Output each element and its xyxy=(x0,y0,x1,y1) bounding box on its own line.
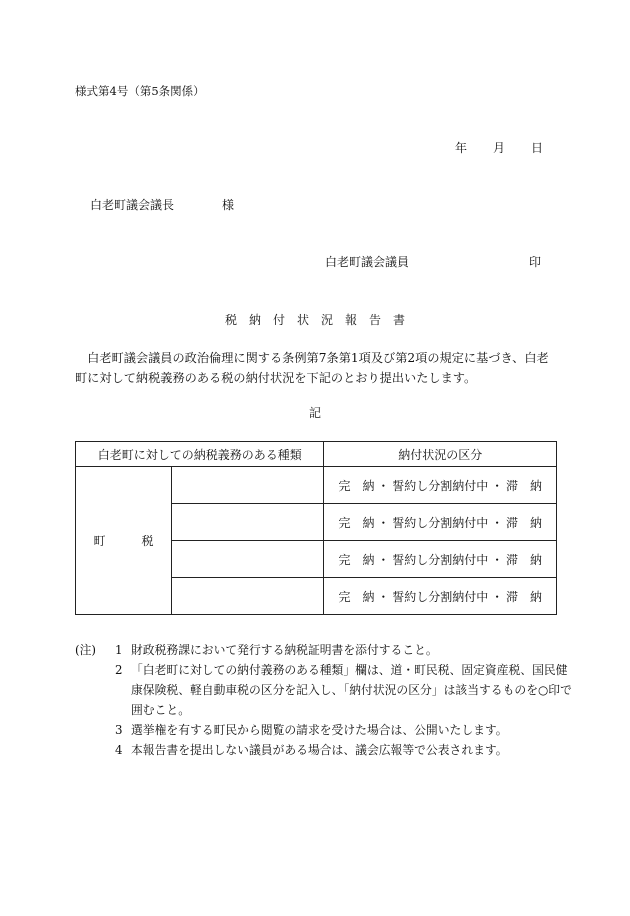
addressee-name: 白老町議会議長 xyxy=(90,198,175,212)
addressee-honorific: 様 xyxy=(222,198,235,212)
date-line xyxy=(455,142,543,154)
sender xyxy=(325,256,541,268)
date-month: 月 xyxy=(493,141,506,155)
status-delinquent: 滞 納 xyxy=(505,589,542,604)
date-year: 年 xyxy=(455,141,468,155)
status-paid: 完 納 xyxy=(338,552,375,567)
addressee xyxy=(90,199,234,211)
body-text: 白老町議会議員の政治倫理に関する条例第7条第1項及び第2項の規定に基づき、白老町に対して納税義務のある税の納付状況を下記のとおり提出いたします。 xyxy=(75,351,549,385)
status-cell xyxy=(324,504,557,541)
note-text: 財政税務課において発行する納税証明書を添付すること。 xyxy=(131,643,438,657)
note-text: 本報告書を提出しない議員がある場合は、議会広報等で公表されます。 xyxy=(131,743,508,757)
status-delinquent: 滞 納 xyxy=(505,515,542,530)
status-separator: ・ xyxy=(491,552,504,567)
form-number-label: 様式第4号（第5条関係） xyxy=(75,84,205,98)
sender-title: 白老町議会議員 xyxy=(325,255,410,269)
tax-type-input-cell[interactable] xyxy=(172,541,324,578)
document-title: 税 納 付 状 況 報 告 書 xyxy=(224,313,405,327)
status-paid: 完 納 xyxy=(338,589,375,604)
note-item xyxy=(75,740,575,760)
sender-seal: 印 xyxy=(529,255,542,269)
note-number: 3 xyxy=(115,723,123,737)
note-item xyxy=(75,660,575,720)
status-installment: 誓約し分割納付中 xyxy=(392,515,489,530)
tax-status-table xyxy=(75,441,557,615)
table-header-row xyxy=(76,442,557,467)
status-cell xyxy=(324,467,557,504)
table-row xyxy=(76,467,557,504)
status-separator: ・ xyxy=(491,515,504,530)
note-item xyxy=(75,720,575,740)
status-separator: ・ xyxy=(491,589,504,604)
status-separator: ・ xyxy=(377,478,390,493)
date-day: 日 xyxy=(531,141,544,155)
status-paid: 完 納 xyxy=(338,478,375,493)
category-cell: 町 税 xyxy=(76,467,172,615)
status-delinquent: 滞 納 xyxy=(505,552,542,567)
note-number: 2 xyxy=(115,663,123,677)
status-cell xyxy=(324,541,557,578)
note-text: 選挙権を有する町民から閲覧の請求を受けた場合は、公開いたします。 xyxy=(131,723,508,737)
tax-type-input-cell[interactable] xyxy=(172,467,324,504)
status-separator: ・ xyxy=(491,478,504,493)
ki-heading: 記 xyxy=(308,406,321,420)
notes-section xyxy=(75,640,575,760)
status-separator: ・ xyxy=(377,515,390,530)
status-installment: 誓約し分割納付中 xyxy=(392,552,489,567)
status-separator: ・ xyxy=(377,589,390,604)
tax-type-input-cell[interactable] xyxy=(172,504,324,541)
note-text: 「白老町に対しての納付義務のある種類」欄は、道・町民税、固定資産税、国民健康保険税、軽自動車税の区分を記入し、「納付状況の区分」は該当するものを○印で囲むこと。 xyxy=(131,663,572,717)
status-paid: 完 納 xyxy=(338,515,375,530)
status-installment: 誓約し分割納付中 xyxy=(392,589,489,604)
tax-type-input-cell[interactable] xyxy=(172,578,324,615)
notes-label: (注) xyxy=(75,643,97,657)
header-tax-type: 白老町に対しての納税義務のある種類 xyxy=(76,442,324,467)
status-separator: ・ xyxy=(377,552,390,567)
note-number: 4 xyxy=(115,743,123,757)
note-item xyxy=(75,640,575,660)
status-installment: 誓約し分割納付中 xyxy=(392,478,489,493)
status-cell xyxy=(324,578,557,615)
status-delinquent: 滞 納 xyxy=(505,478,542,493)
note-number: 1 xyxy=(115,643,123,657)
header-payment-status: 納付状況の区分 xyxy=(324,442,557,467)
